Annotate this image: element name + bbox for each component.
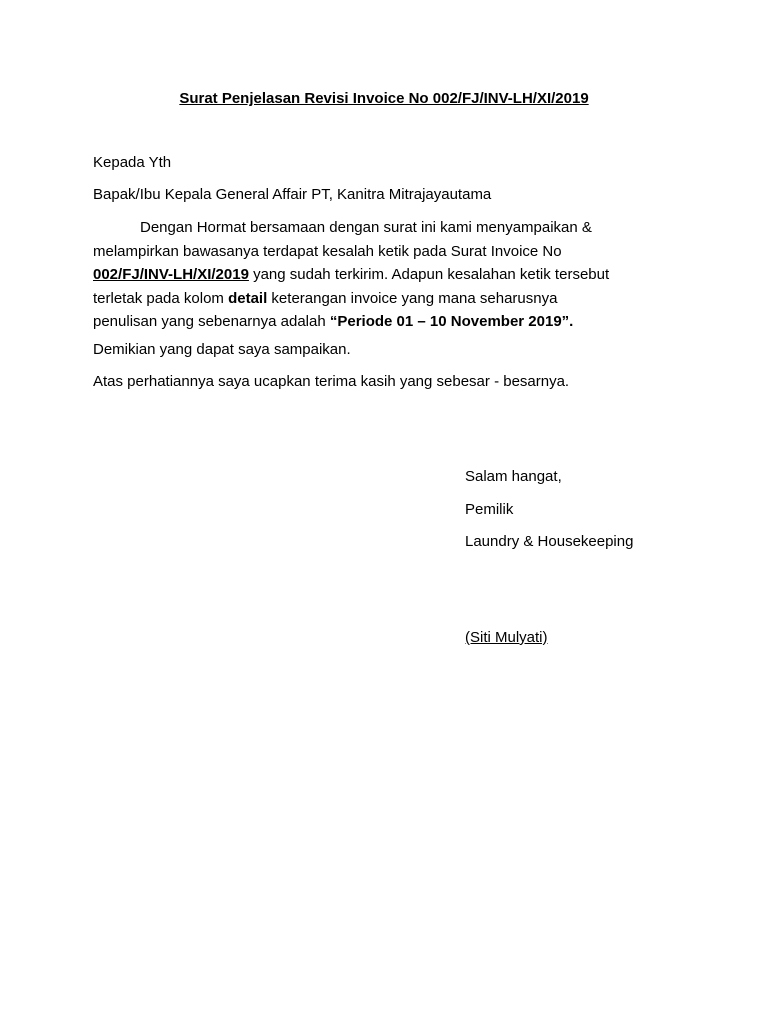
body-line-2: melampirkan bawasanya terdapat kesalah ketik pada Surat Invoice No: [93, 242, 562, 260]
salutation: Kepada Yth: [93, 154, 172, 171]
closing-line-2: Atas perhatiannya saya ucapkan terima kasih yang sebesar - besarnya.: [93, 373, 570, 390]
signature-greeting: Salam hangat,: [465, 468, 562, 485]
letter-body: [93, 216, 683, 334]
recipient: Bapak/Ibu Kepala General Affair PT, Kanitra Mitrajayautama: [93, 186, 492, 203]
letter-title: Surat Penjelasan Revisi Invoice No 002/FJ/INV-LH/XI/2019: [179, 90, 589, 107]
body-line-4-pre: terletak pada kolom: [93, 289, 229, 307]
body-line-1: Dengan Hormat bersamaan dengan surat ini kami menyampaikan &: [140, 219, 592, 236]
body-line-3: yang sudah terkirim. Adapun kesalahan ketik tersebut: [248, 266, 610, 283]
invoice-number: 002/FJ/INV-LH/XI/2019: [93, 266, 249, 283]
body-line-4-post: keterangan invoice yang mana seharusnya: [267, 289, 558, 307]
signature-business: Laundry & Housekeeping: [465, 533, 634, 550]
signature-name: (Siti Mulyati): [465, 629, 548, 646]
closing-line-1: Demikian yang dapat saya sampaikan.: [93, 341, 351, 358]
body-line-5-pre: penulisan yang sebenarnya adalah: [93, 313, 330, 330]
detail-word: detail: [228, 289, 268, 307]
period-text: “Periode 01 – 10 November 2019”.: [329, 313, 574, 330]
signature-role: Pemilik: [465, 501, 514, 518]
